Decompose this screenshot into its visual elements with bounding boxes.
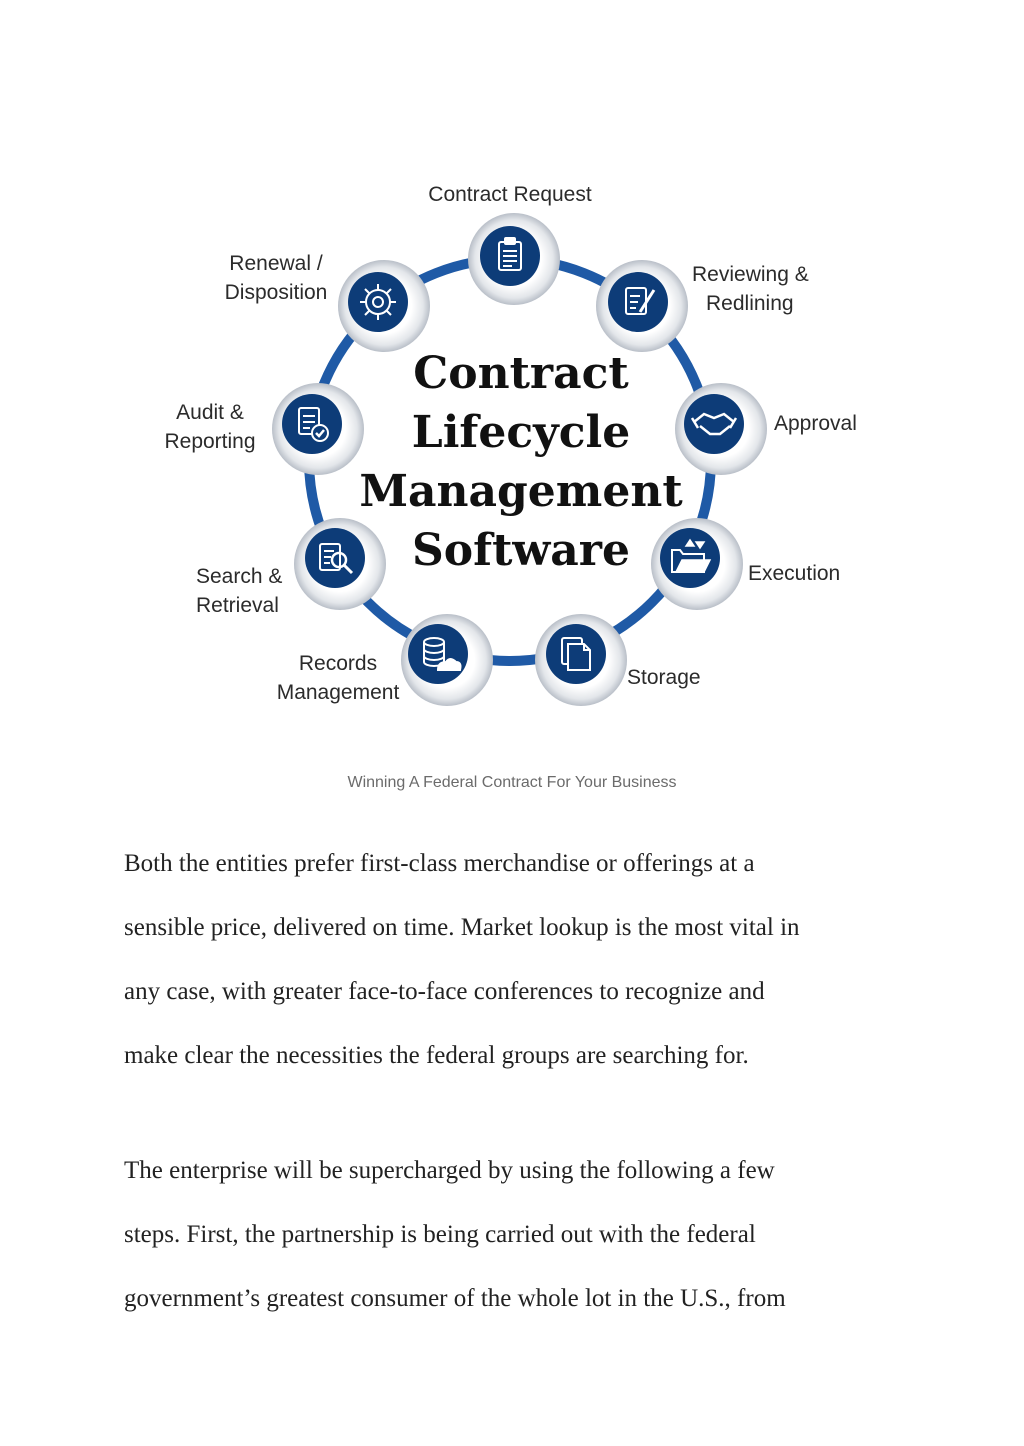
node-label-reviewing-line-1: Reviewing & xyxy=(692,263,809,286)
body-paragraph-2 xyxy=(124,1139,904,1331)
clm-diagram-svg xyxy=(124,178,900,713)
node-audit-reporting xyxy=(164,383,364,475)
node-label-storage: Storage xyxy=(627,666,701,689)
paragraph-line: any case, with greater face-to-face conferences to recognize and xyxy=(124,978,765,1005)
node-search-retrieval xyxy=(196,518,386,617)
node-label-audit-line-1: Audit & xyxy=(176,401,244,424)
node-label-search-line-1: Search & xyxy=(196,565,283,588)
paragraph-line: The enterprise will be supercharged by using the following a few xyxy=(124,1157,775,1184)
paragraph-line: steps. First, the partnership is being carried out with the federal xyxy=(124,1221,756,1248)
node-label-execution: Execution xyxy=(748,562,841,585)
center-title-line-3: Management xyxy=(359,466,683,517)
center-title xyxy=(359,348,683,576)
node-approval xyxy=(675,383,857,475)
node-label-approval: Approval xyxy=(774,412,857,435)
center-title-line-1: Contract xyxy=(413,348,629,399)
paragraph-line: make clear the necessities the federal groups are searching for. xyxy=(124,1042,749,1069)
figure-caption: Winning A Federal Contract For Your Business xyxy=(347,774,677,791)
node-records-management xyxy=(277,614,493,706)
node-reviewing-redlining xyxy=(596,260,809,352)
node-label-records-line-2: Management xyxy=(276,681,400,704)
paragraph-line: government’s greatest consumer of the whole lot in the U.S., from xyxy=(124,1285,786,1312)
node-label-audit-line-2: Reporting xyxy=(164,430,256,453)
paragraph-line: Both the entities prefer first-class merchandise or offerings at a xyxy=(124,850,755,877)
node-label-renewal-line-1: Renewal / xyxy=(229,252,323,275)
node-contract-request xyxy=(428,183,592,305)
clm-diagram xyxy=(124,178,900,713)
node-label-records-line-1: Records xyxy=(298,652,378,675)
node-label-renewal-line-2: Disposition xyxy=(224,281,328,304)
node-renewal-disposition xyxy=(225,252,430,352)
center-title-line-4: Software xyxy=(412,525,630,576)
node-label-contract-request: Contract Request xyxy=(428,183,592,206)
center-title-line-2: Lifecycle xyxy=(411,407,631,458)
node-label-reviewing-line-2: Redlining xyxy=(706,292,794,315)
body-paragraph-1 xyxy=(124,832,904,1088)
paragraph-line: sensible price, delivered on time. Market lookup is the most vital in xyxy=(124,914,800,941)
node-label-search-line-2: Retrieval xyxy=(196,594,279,617)
node-execution xyxy=(651,518,840,610)
